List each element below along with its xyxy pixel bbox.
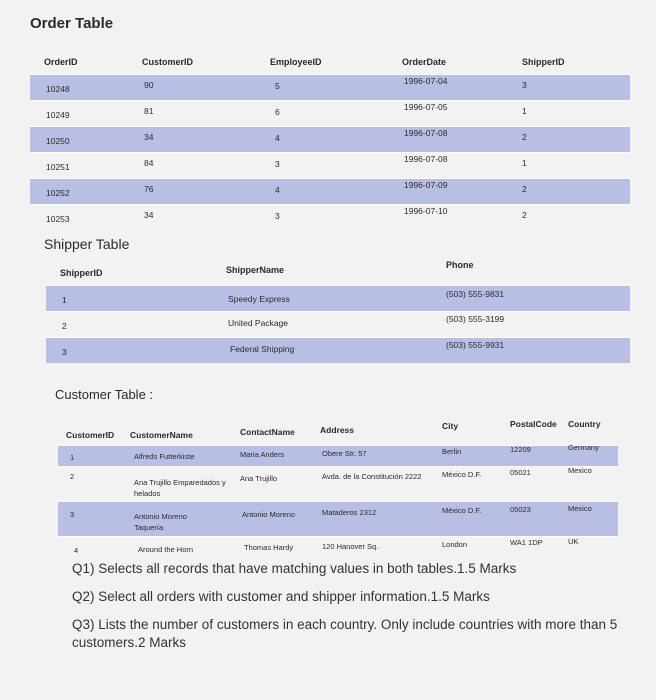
column-header: Country (568, 419, 601, 429)
table-cell: 10253 (46, 214, 70, 224)
table-cell: 10248 (46, 84, 70, 94)
table-cell: 120 Hanover Sq. (322, 542, 379, 551)
table-cell: 3 (522, 80, 527, 90)
table-cell: 3 (70, 510, 75, 519)
column-header: PostalCode (510, 419, 557, 429)
table-cell: México D.F. (442, 470, 482, 479)
table-cell: WA1 1DP (510, 538, 543, 547)
table-cell: (503) 555-9931 (446, 340, 505, 350)
table-cell: 84 (144, 158, 154, 168)
order-table-header (30, 48, 630, 74)
customer-table-header (58, 415, 618, 445)
table-cell: 34 (144, 132, 154, 142)
column-header: ShipperID (60, 268, 103, 278)
table-cell: United Package (228, 318, 289, 328)
order-table-title: Order Table (30, 15, 114, 32)
table-row (58, 445, 618, 466)
table-cell: Mataderos 2312 (322, 508, 377, 517)
column-header: OrderDate (402, 57, 447, 67)
table-cell: 81 (144, 106, 154, 116)
table-cell: 10249 (46, 110, 70, 120)
table-row (30, 152, 630, 178)
column-header: ContactName (240, 427, 295, 437)
table-cell: (503) 555-3199 (446, 314, 505, 324)
table-cell: 4 (74, 546, 79, 555)
table-cell: Avda. de la Constitución 2222 (322, 472, 422, 481)
column-header: EmployeeID (270, 57, 322, 67)
table-cell: Maria Anders (240, 450, 285, 459)
table-cell: 1996-07-05 (404, 102, 448, 112)
table-cell: Mexico (568, 466, 592, 475)
table-cell: London (442, 540, 468, 549)
column-header: OrderID (44, 57, 78, 67)
table-cell: 12209 (510, 445, 531, 454)
table-cell: 6 (275, 107, 280, 117)
table-row (46, 285, 630, 311)
questions-section (72, 560, 632, 662)
table-row (58, 536, 618, 559)
column-header: CustomerID (66, 430, 115, 440)
shipper-table-title: Shipper Table (44, 236, 130, 252)
customer-table-title: Customer Table : (55, 387, 154, 402)
question-3: Q3) Lists the number of customers in each country. Only include countries with more than 5 customers.2 Marks (72, 617, 618, 650)
table-row (30, 100, 630, 126)
table-cell: 10250 (46, 136, 70, 146)
table-cell: 4 (275, 133, 280, 143)
table-cell: 10251 (46, 162, 70, 172)
table-row (30, 204, 630, 230)
table-cell: México D.F. (442, 506, 482, 515)
table-row (58, 466, 618, 501)
table-cell: 34 (144, 210, 154, 220)
table-row (30, 126, 630, 152)
table-cell: Around the Horn (138, 545, 194, 554)
table-cell: UK (568, 537, 579, 546)
table-cell: Germany (568, 443, 599, 452)
table-cell: 90 (144, 80, 154, 90)
table-cell: 1 (70, 453, 75, 462)
column-header: Phone (446, 260, 474, 270)
table-cell: 1 (522, 106, 527, 116)
table-cell: 2 (522, 184, 527, 194)
table-row (30, 178, 630, 204)
column-header: CustomerName (130, 430, 193, 440)
table-cell: Alfreds Futterkiste (134, 452, 195, 461)
table-cell: Ana Trujillo (240, 474, 278, 483)
question-1: Q1) Selects all records that have matching values in both tables.1.5 Marks (72, 561, 517, 576)
table-row (30, 74, 630, 100)
table-cell: 2 (522, 132, 527, 142)
table-cell: 5 (275, 81, 280, 91)
table-cell: Antonio Moreno (242, 510, 295, 519)
customer-table (58, 415, 618, 559)
column-header: CustomerID (142, 57, 194, 67)
table-cell: 76 (144, 184, 154, 194)
table-cell: Obere Str. 57 (322, 449, 367, 458)
table-cell: 3 (275, 159, 280, 169)
table-cell: 05023 (510, 505, 531, 514)
table-cell: Ana Trujillo Emparedados y helados (134, 478, 226, 498)
table-cell: 1996-07-08 (404, 154, 448, 164)
table-cell: Mexico (568, 504, 592, 513)
table-cell: 1996-07-09 (404, 180, 448, 190)
table-cell: 1996-07-08 (404, 128, 448, 138)
table-cell: 2 (70, 472, 75, 481)
table-cell: 3 (62, 347, 67, 357)
table-cell: 10252 (46, 188, 70, 198)
table-cell: 1 (62, 295, 67, 305)
table-cell: 4 (275, 185, 280, 195)
table-cell: 2 (522, 210, 527, 220)
column-header: Address (320, 425, 355, 435)
table-cell: 1996-07-04 (404, 76, 448, 86)
table-cell: 1996-07-10 (404, 206, 448, 216)
table-cell: 1 (522, 158, 527, 168)
table-cell: (503) 555-9831 (446, 289, 505, 299)
table-row (58, 501, 618, 536)
column-header: ShipperName (226, 265, 285, 275)
table-cell: 3 (275, 211, 280, 221)
table-row (46, 337, 630, 363)
table-cell: Berlin (442, 447, 462, 456)
table-cell: Antonio Moreno Taquería (134, 512, 187, 532)
table-cell: Federal Shipping (230, 344, 295, 354)
column-header: ShipperID (522, 57, 565, 67)
table-cell: Speedy Express (228, 294, 290, 304)
table-cell: 2 (62, 321, 67, 331)
order-table (30, 48, 630, 230)
shipper-table (46, 255, 630, 363)
column-header: City (442, 421, 459, 431)
table-cell: Thomas Hardy (244, 543, 294, 552)
shipper-table-header (46, 255, 630, 285)
table-row (46, 311, 630, 337)
question-2: Q2) Select all orders with customer and shipper information.1.5 Marks (72, 589, 490, 604)
table-cell: 05021 (510, 468, 531, 477)
